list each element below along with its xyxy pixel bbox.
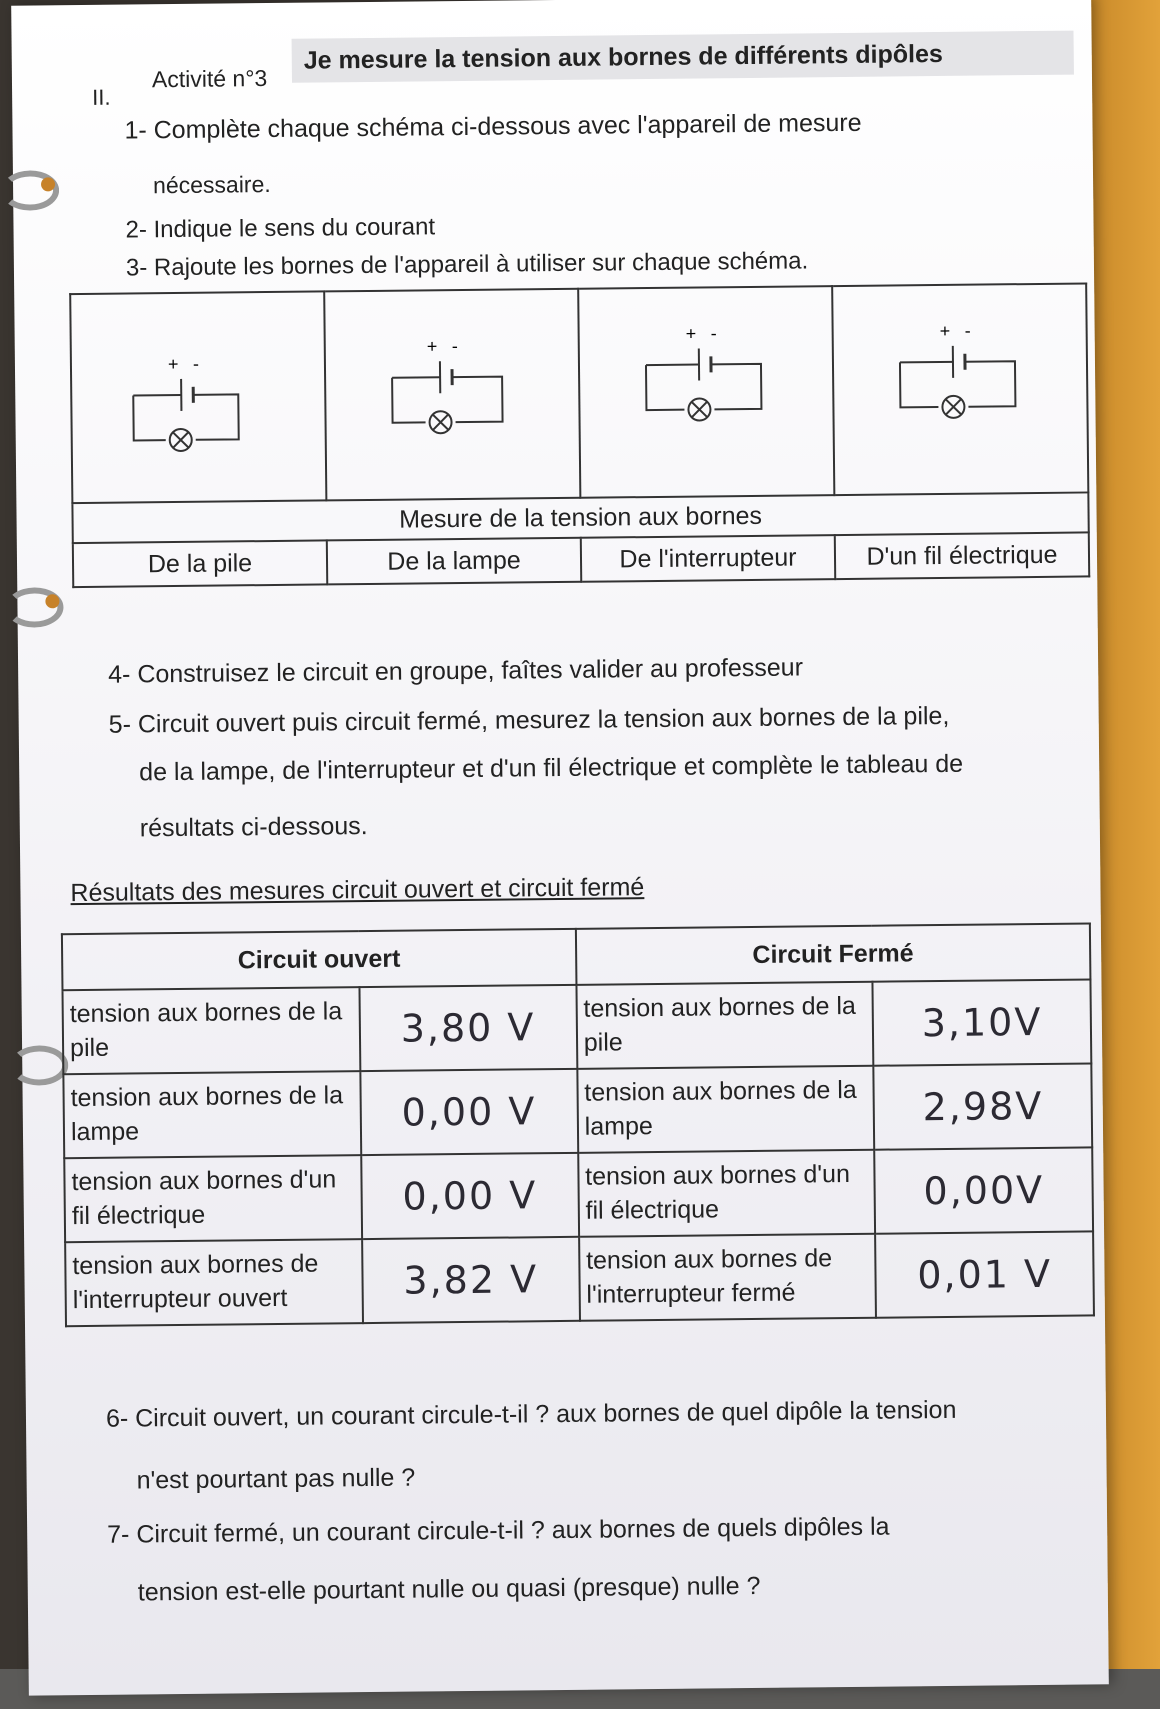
open-label: tension aux bornes de la pile xyxy=(62,987,359,1074)
circuit-schematic-icon xyxy=(326,291,578,494)
results-title: Résultats des mesures circuit ouvert et circuit fermé xyxy=(70,873,645,908)
minus-terminal: - xyxy=(710,323,717,344)
plus-terminal: + xyxy=(426,336,438,357)
closed-value: 0,00V xyxy=(875,1147,1094,1233)
open-value: 3,82 V xyxy=(362,1237,580,1323)
table-row xyxy=(62,979,1091,1074)
closed-label: tension aux bornes de la pile xyxy=(576,982,873,1069)
open-value: 0,00 V xyxy=(361,1153,579,1239)
closed-value: 3,10V xyxy=(873,979,1092,1065)
label-lampe: De la lampe xyxy=(327,538,581,585)
circuit-schematic-icon xyxy=(72,293,324,496)
plus-terminal: + xyxy=(167,353,179,375)
instruction-1: 1- Complète chaque schéma ci-dessous avec l'appareil de mesure xyxy=(124,108,862,145)
instruction-2: 2- Indique le sens du courant xyxy=(125,213,436,244)
step-5: 5- Circuit ouvert puis circuit fermé, mesurez la tension aux bornes de la pile, xyxy=(108,701,950,739)
minus-terminal: - xyxy=(192,353,200,374)
minus-terminal: - xyxy=(451,336,458,357)
closed-label: tension aux bornes de la lampe xyxy=(577,1066,874,1153)
instruction-3: 3- Rajoute les bornes de l'appareil à utiliser sur chaque schéma. xyxy=(125,247,809,282)
binder-hole-icon xyxy=(45,594,59,608)
head-open-circuit: Circuit ouvert xyxy=(62,929,576,990)
open-label: tension aux bornes de la lampe xyxy=(63,1071,360,1158)
circuit-schematic-icon xyxy=(834,285,1086,488)
table-row xyxy=(64,1147,1093,1242)
circuit-diagram-lampe xyxy=(324,289,580,501)
open-label: tension aux bornes de l'interrupteur ouvert xyxy=(65,1239,362,1326)
activity-title: Je mesure la tension aux bornes de différents dipôles xyxy=(292,31,1074,83)
binder-hole-icon xyxy=(41,177,55,191)
question-6: 6- Circuit ouvert, un courant circule-t-il ? aux bornes de quel dipôle la tension xyxy=(105,1395,957,1433)
closed-value: 2,98V xyxy=(874,1063,1093,1149)
head-closed-circuit: Circuit Fermé xyxy=(576,923,1091,984)
step-5-cont2: résultats ci-dessous. xyxy=(139,812,368,843)
section-number: II. xyxy=(92,84,111,110)
step-5-cont: de la lampe, de l'interrupteur et d'un fil électrique et complète le tableau de xyxy=(139,749,964,787)
results-table xyxy=(61,922,1095,1327)
circuits-table xyxy=(69,282,1090,588)
circuit-diagram-fil xyxy=(832,283,1088,495)
question-6-cont: n'est pourtant pas nulle ? xyxy=(136,1463,416,1495)
binder-ring-icon xyxy=(10,1045,68,1086)
plus-terminal: + xyxy=(939,320,951,341)
minus-terminal: - xyxy=(964,320,971,341)
instruction-1-cont: nécessaire. xyxy=(152,170,271,199)
circuit-diagram-pile xyxy=(70,291,326,503)
circuit-schematic-icon xyxy=(580,288,832,491)
open-label: tension aux bornes d'un fil électrique xyxy=(64,1155,361,1242)
circuit-diagram-interrupteur xyxy=(578,286,834,498)
question-7-cont: tension est-elle pourtant nulle ou quasi (presque) nulle ? xyxy=(137,1571,761,1607)
plus-terminal: + xyxy=(685,323,697,344)
step-4: 4- Construisez le circuit en groupe, faîtes valider au professeur xyxy=(108,653,804,689)
table-row xyxy=(65,1231,1094,1326)
measure-heading: Mesure de la tension aux bornes xyxy=(72,492,1088,543)
worksheet-page xyxy=(11,0,1109,1696)
open-value: 0,00 V xyxy=(360,1069,578,1155)
label-pile: De la pile xyxy=(73,540,327,587)
closed-value: 0,01 V xyxy=(875,1231,1094,1317)
open-value: 3,80 V xyxy=(359,985,577,1071)
label-fil: D'un fil électrique xyxy=(835,532,1089,579)
question-7: 7- Circuit fermé, un courant circule-t-il ? aux bornes de quels dipôles la xyxy=(107,1512,890,1549)
closed-label: tension aux bornes de l'interrupteur fermé xyxy=(579,1234,876,1321)
closed-label: tension aux bornes d'un fil électrique xyxy=(578,1150,875,1237)
activity-label: Activité n°3 xyxy=(151,65,268,93)
table-row xyxy=(63,1063,1092,1158)
label-interrupteur: De l'interrupteur xyxy=(581,535,835,582)
